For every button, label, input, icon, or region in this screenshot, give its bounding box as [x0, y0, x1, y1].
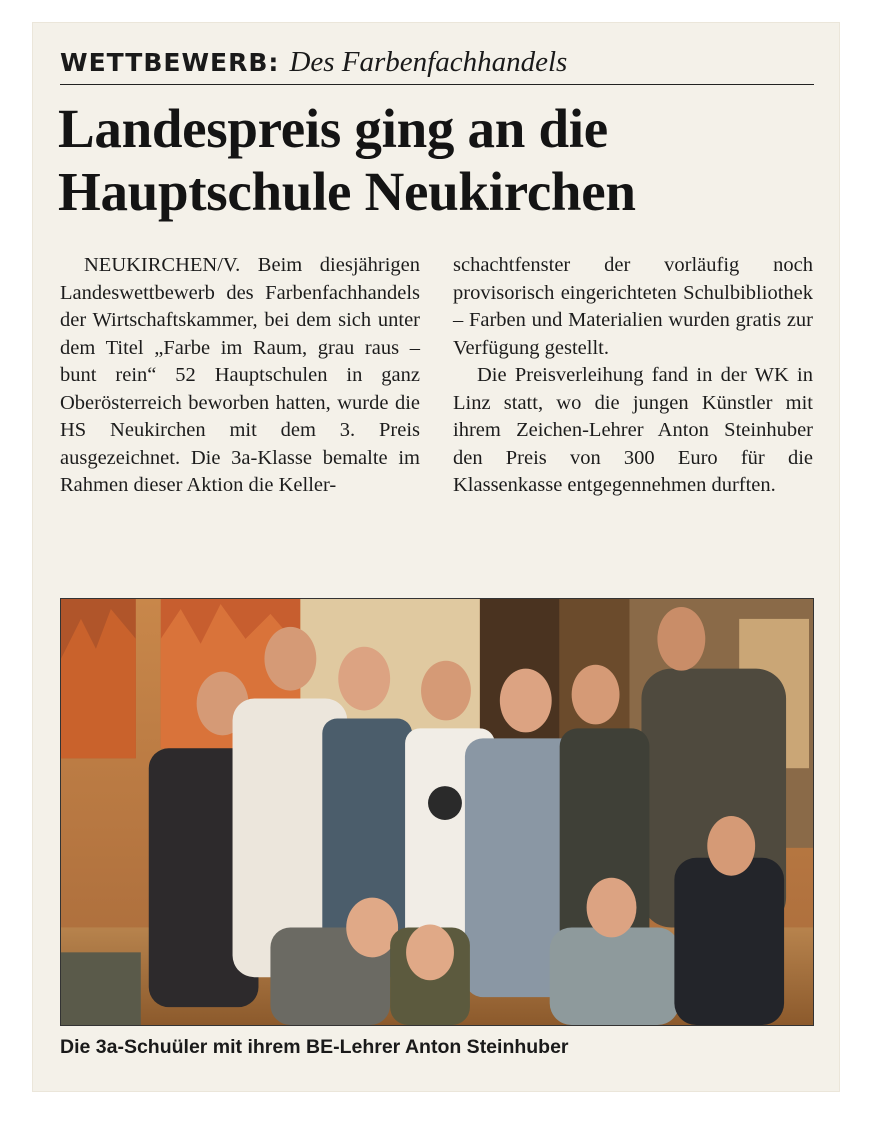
headline: [58, 97, 828, 223]
headline-line-2: Hauptschule Neukirchen: [58, 161, 636, 222]
class-photo: [60, 598, 814, 1026]
photo-caption: Die 3a-Schuüler mit ihrem BE-Lehrer Anton Steinhuber: [60, 1036, 569, 1058]
article-paragraph-1: NEUKIRCHEN/V. Beim diesjährigen Landeswettbewerb des Farbenfachhandels der Wirtschaftskammer, bei dem sich unter dem Titel „Farbe im Raum, grau raus – bunt rein“ 52 Hauptschulen in ganz Oberösterreich beworben hatten, wurde die HS Neukirchen mit dem 3. Preis ausgezeichnet. Die 3a-Klasse bemalte im Rahmen dieser Aktion die Keller-: [60, 254, 420, 496]
article-column-1: [60, 252, 420, 500]
kicker-label: WETTBEWERB:: [60, 48, 280, 77]
article-column-2: [453, 252, 813, 500]
section-kicker: [60, 46, 814, 85]
headline-line-1: Landespreis ging an die: [58, 98, 608, 159]
kicker-topic: Des Farbenfachhandels: [289, 46, 568, 78]
article-paragraph-2: schachtfenster der vorläufig noch provisorisch eingerichteten Schulbibliothek – Farben und Materialien wurden gratis zur Verfügung gestellt.: [453, 254, 813, 359]
article-paragraph-3: Die Preisverleihung fand in der WK in Linz statt, wo die jungen Künstler mit ihrem Zeichen-Lehrer Anton Steinhuber den Preis von 300 Euro für die Klassenkasse entgegennehmen durften.: [453, 364, 813, 496]
